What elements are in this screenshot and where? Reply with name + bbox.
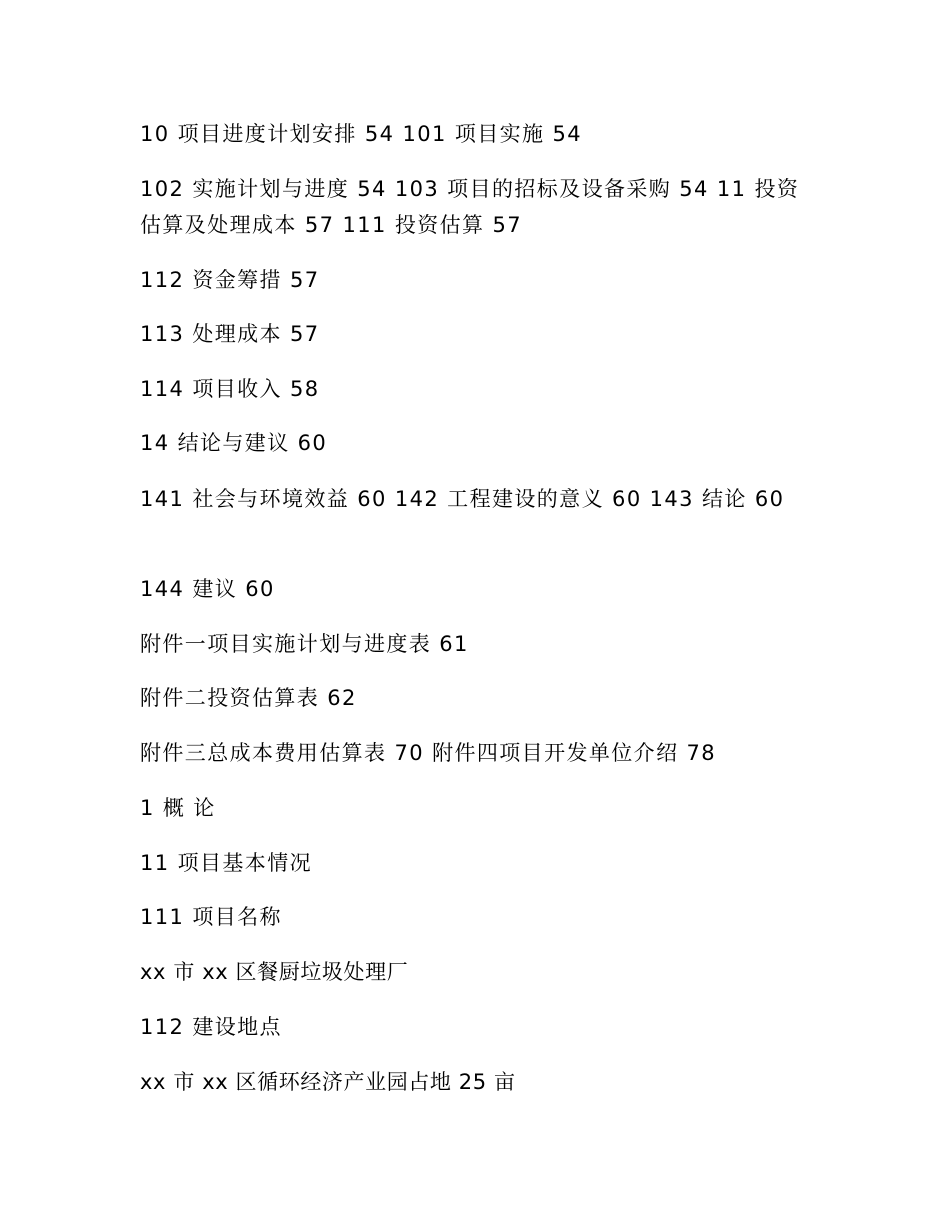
toc-line-113: 113 处理成本 57 <box>140 322 320 346</box>
toc-line-appendix-1: 附件一项目实施计划与进度表 61 <box>140 632 469 656</box>
construction-site-text: xx 市 xx 区循环经济产业园占地 25 亩 <box>140 1070 516 1094</box>
toc-line-114: 114 项目收入 58 <box>140 377 320 401</box>
toc-line-appendix-3: 附件三总成本费用估算表 70 附件四项目开发单位介绍 78 <box>140 741 717 765</box>
toc-line-14: 14 结论与建议 60 <box>140 431 328 455</box>
project-name-text: xx 市 xx 区餐厨垃圾处理厂 <box>140 960 409 984</box>
section-heading-11: 11 项目基本情况 <box>140 851 312 875</box>
toc-line-112: 112 资金筹措 57 <box>140 268 320 292</box>
toc-line-appendix-2: 附件二投资估算表 62 <box>140 686 357 710</box>
toc-line-102: 102 实施计划与进度 54 103 项目的招标及设备采购 54 11 投资估算及处理成本 57 111 投资估算 57 <box>140 177 800 237</box>
toc-line-10: 10 项目进度计划安排 54 101 项目实施 54 <box>140 122 583 146</box>
toc-line-141: 141 社会与环境效益 60 142 工程建设的意义 60 143 结论 60 <box>140 487 785 511</box>
subsection-heading-112: 112 建设地点 <box>140 1015 282 1039</box>
toc-line-144: 144 建议 60 <box>140 577 275 601</box>
chapter-heading: 1 概 论 <box>140 796 216 820</box>
subsection-heading-111: 111 项目名称 <box>140 905 282 929</box>
